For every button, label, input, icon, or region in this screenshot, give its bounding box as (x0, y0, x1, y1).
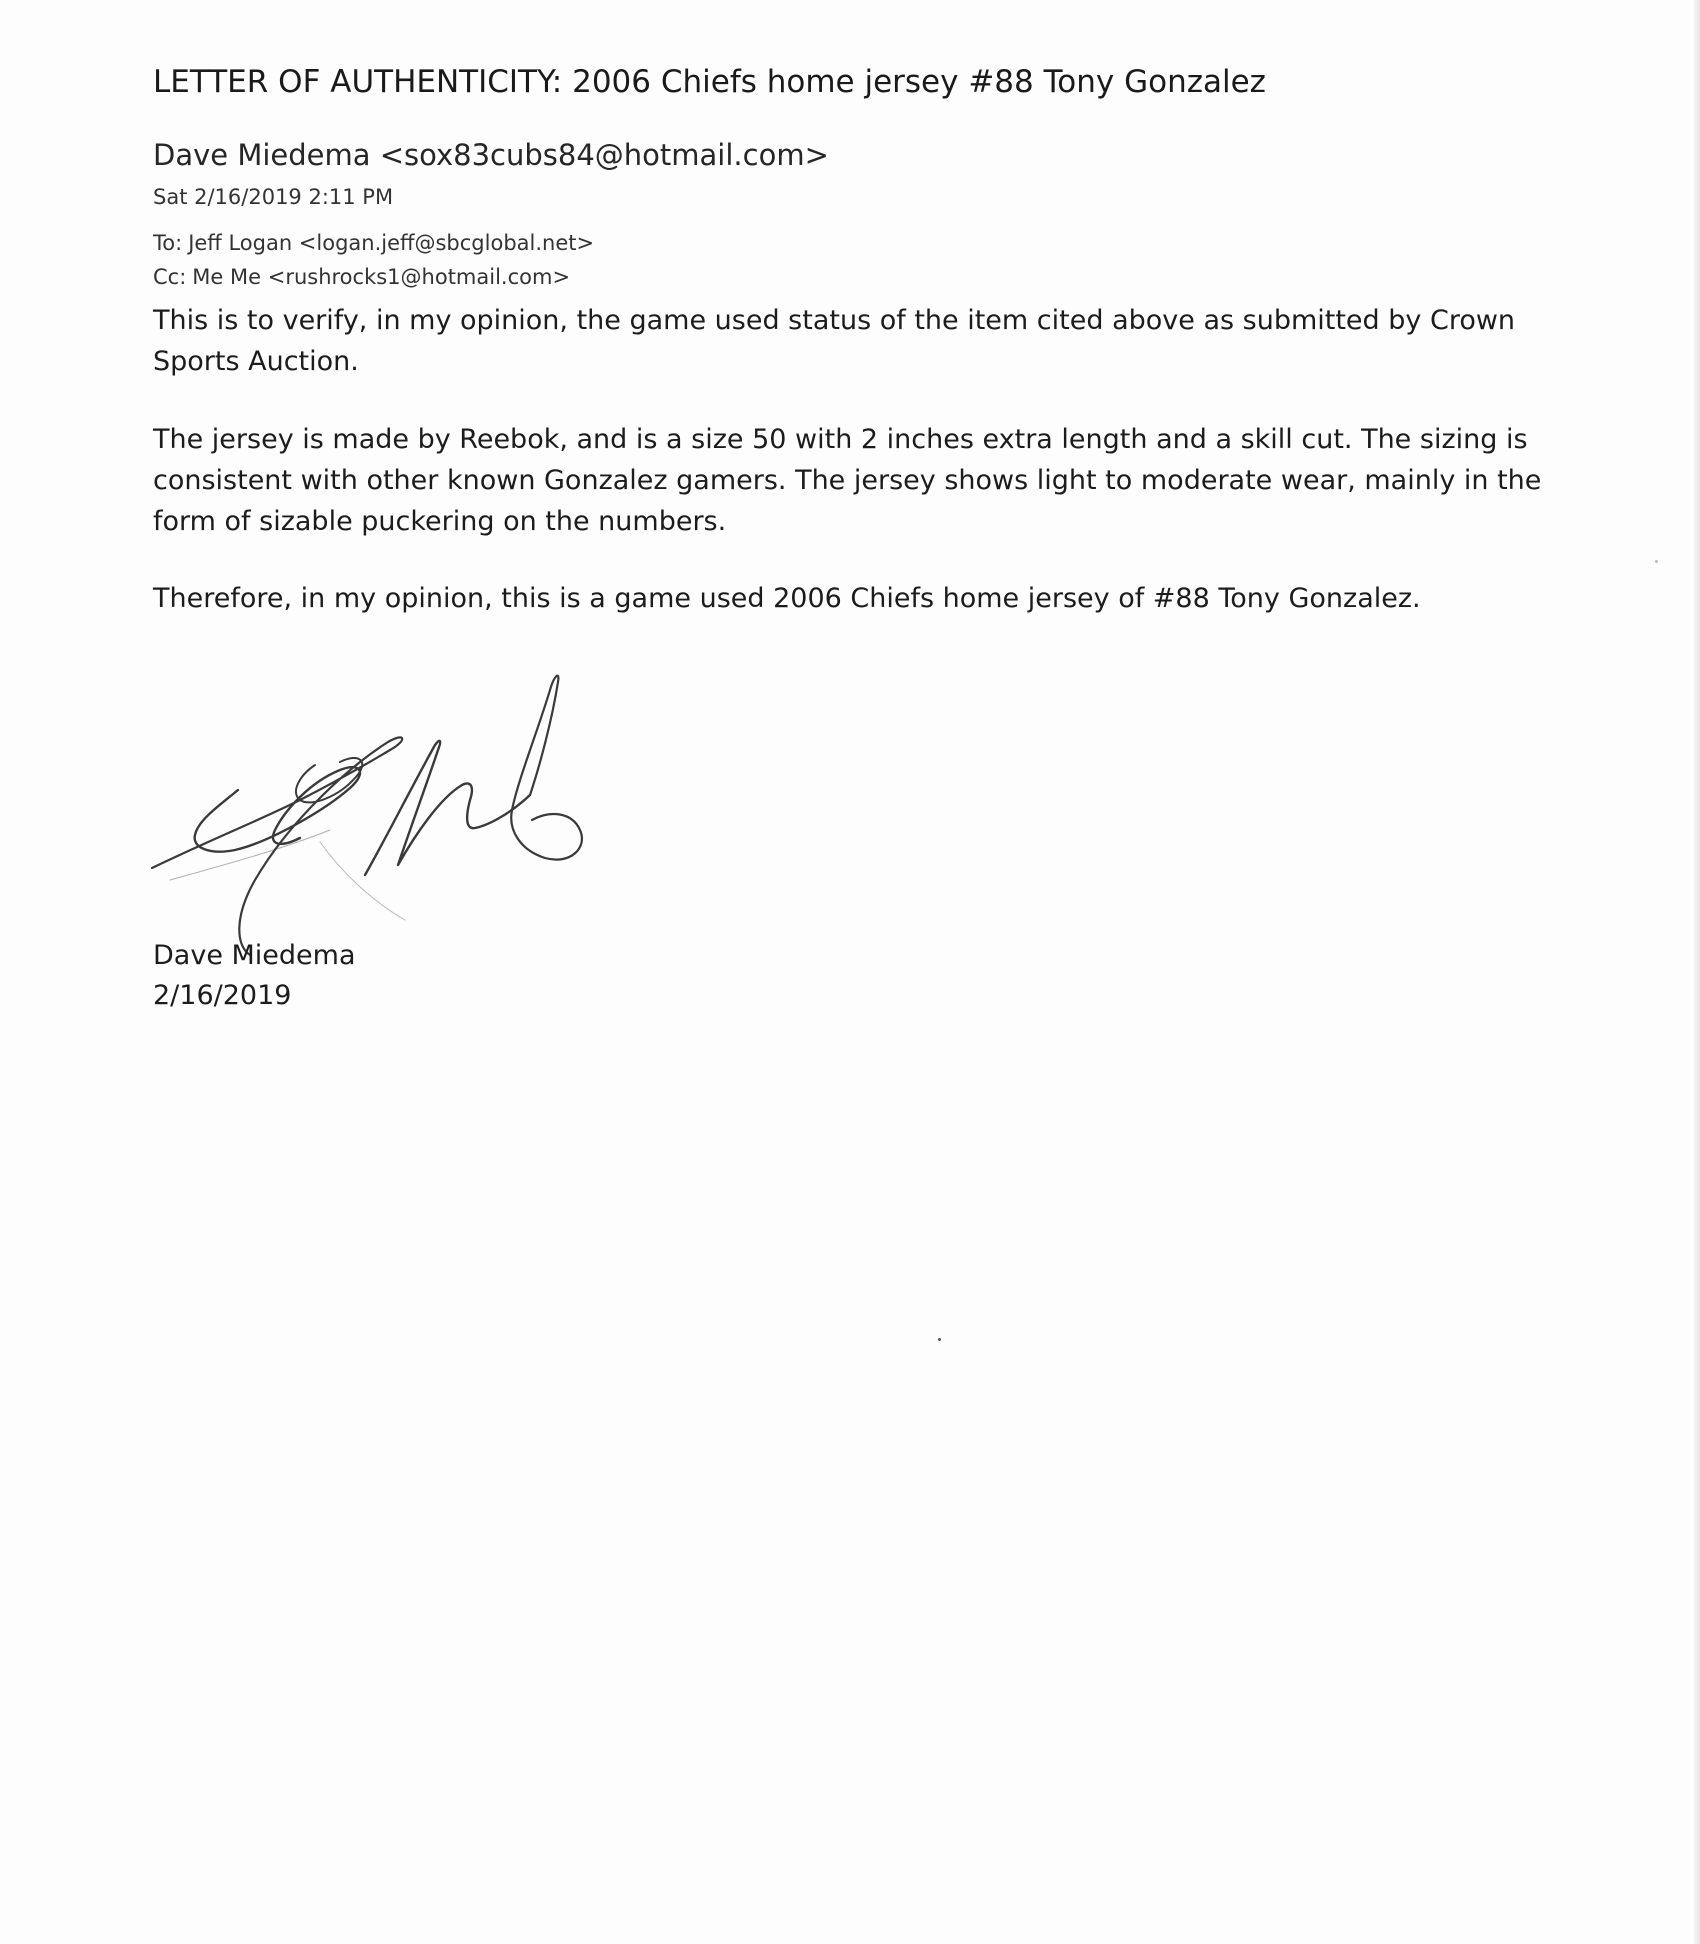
body-paragraph-3: Therefore, in my opinion, this is a game used 2006 Chiefs home jersey of #88 Tony Gonzalez. (153, 583, 1421, 614)
signature-stroke (320, 842, 405, 920)
scan-speck (1655, 560, 1658, 563)
signature-stroke (511, 676, 582, 860)
signer-date: 2/16/2019 (153, 980, 292, 1011)
handwritten-signature (140, 670, 720, 960)
to-label: To: (153, 231, 183, 255)
scan-speck (938, 1338, 941, 1341)
cc-label: Cc: (153, 265, 187, 289)
signature-stroke (195, 767, 360, 851)
signature-stroke (365, 741, 530, 875)
email-to-line (153, 231, 594, 255)
signer-name: Dave Miedema (153, 940, 356, 971)
email-cc-line (153, 265, 570, 289)
email-subject: LETTER OF AUTHENTICITY: 2006 Chiefs home jersey #88 Tony Gonzalez (153, 64, 1266, 100)
body-paragraph-1: This is to verify, in my opinion, the game used status of the item cited above as submitted by Crown Sports Auction. (153, 305, 1516, 377)
email-date: Sat 2/16/2019 2:11 PM (153, 185, 394, 209)
to-recipient: Jeff Logan <logan.jeff@sbcglobal.net> (188, 231, 595, 255)
signature-stroke (152, 737, 402, 955)
email-sender: Dave Miedema <sox83cubs84@hotmail.com> (153, 138, 829, 172)
cc-recipient: Me Me <rushrocks1@hotmail.com> (192, 265, 571, 289)
page-edge-shadow (1694, 0, 1700, 1944)
body-paragraph-2: The jersey is made by Reebok, and is a size 50 with 2 inches extra length and a skill cut. The sizing is consistent with other known Gonzalez gamers. The jersey shows light to moderate wear, mainly in the form of sizable puckering on the numbers. (153, 424, 1542, 537)
